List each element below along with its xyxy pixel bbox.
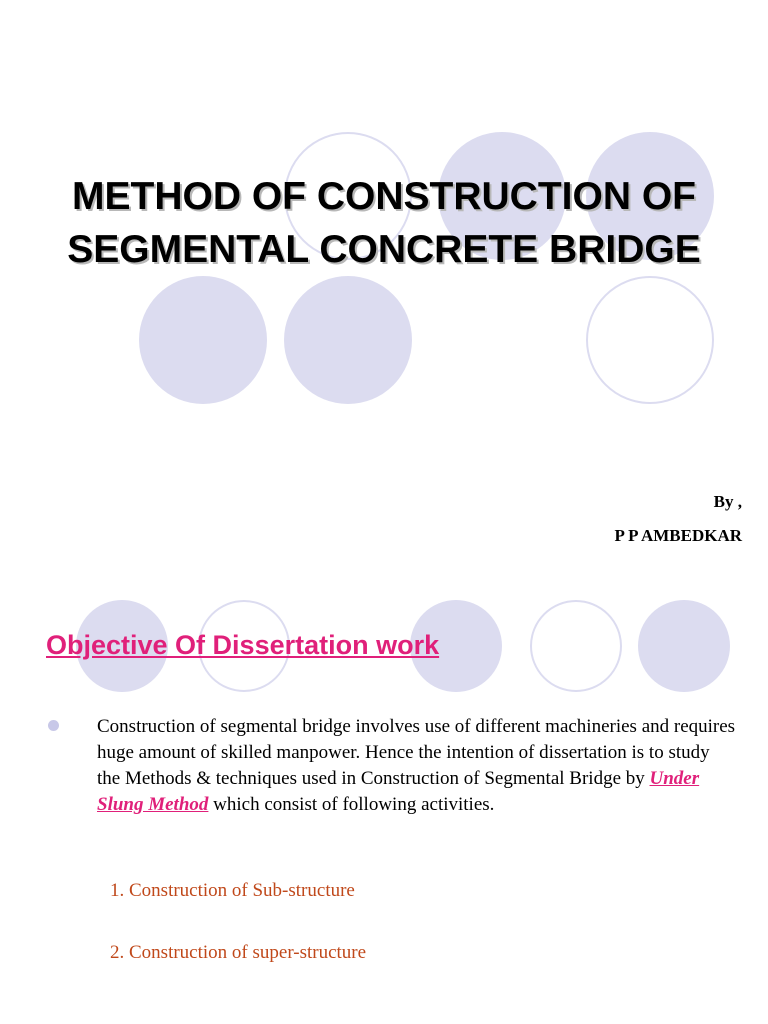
decorative-circle [139, 276, 267, 404]
method-emphasis: Under Slung Method [97, 768, 700, 815]
title-line-1: METHOD OF CONSTRUCTION OF [72, 175, 696, 218]
objective-paragraph [97, 714, 737, 818]
author-name: P P AMBEDKAR [614, 526, 742, 545]
decorative-circle [638, 600, 730, 692]
decorative-circle [284, 276, 412, 404]
objective-slide [0, 576, 768, 1024]
activity-step-2: 2. Construction of super-structure [110, 942, 367, 963]
activity-step-1: 1. Construction of Sub-structure [110, 880, 355, 901]
paragraph-text-end: which consist of following activities. [208, 794, 495, 815]
paragraph-text: Construction of segmental bridge involves use of different machineries and requires huge amount of skilled manpower. Hence the intention of dissertation is to study the Methods & techniques used in Construction of Segmental Bridge by [97, 716, 736, 789]
bullet-icon [48, 720, 59, 731]
section-heading: Objective Of Dissertation work [46, 630, 440, 660]
decorative-circle [586, 276, 714, 404]
decorative-circle [530, 600, 622, 692]
by-label: By , [713, 492, 742, 511]
slide-title [0, 170, 768, 276]
title-line-2: SEGMENTAL CONCRETE BRIDGE [67, 228, 701, 271]
